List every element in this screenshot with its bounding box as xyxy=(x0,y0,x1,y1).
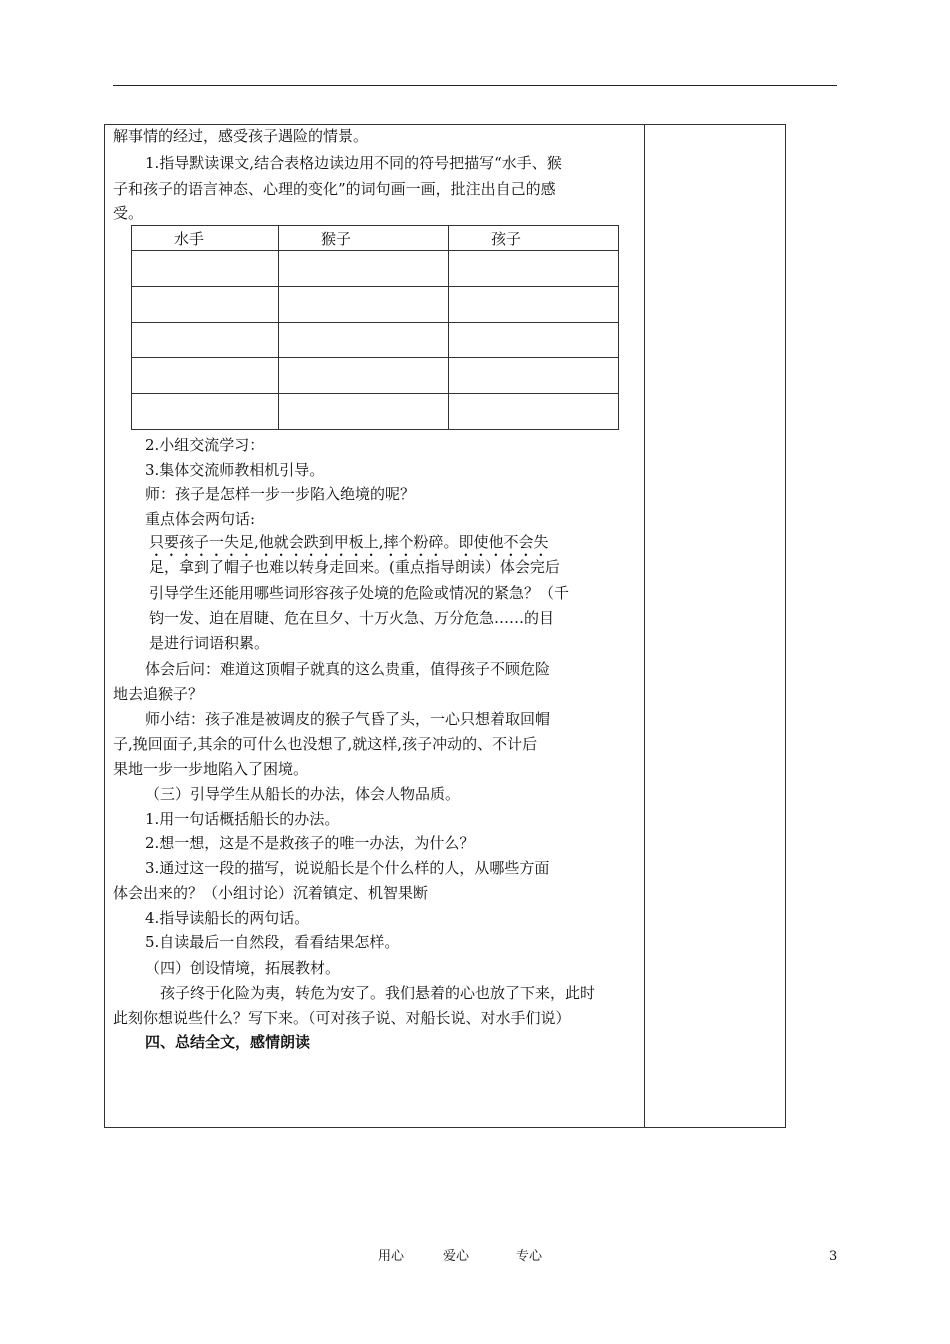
table-cell xyxy=(449,251,619,287)
section-heading: （三）引导学生从船长的办法，体会人物品质。 xyxy=(145,785,461,803)
column-divider xyxy=(644,124,645,1128)
text-line: 体会后问：难道这顶帽子就真的这么贵重，值得孩子不顾危险 xyxy=(145,660,551,678)
text-line: 2.想一想，这是不是救孩子的唯一办法，为什么？ xyxy=(145,834,475,852)
footer-motto-2: 爱心 xyxy=(443,1249,470,1264)
text-line: 重点体会两句话: xyxy=(145,510,256,528)
table-cell xyxy=(132,286,279,322)
table-cell xyxy=(279,394,449,430)
text-line: 3.通过这一段的描写，说说船长是个什么样的人，从哪些方面 xyxy=(145,859,550,877)
key-sentence-line: 只要孩子一失足,他就会跌到甲板上,摔个粉碎。即使他不会失 xyxy=(149,533,549,551)
table-cell xyxy=(132,358,279,394)
footer-motto-3: 专心 xyxy=(516,1249,543,1264)
footer-motto-1: 用心 xyxy=(378,1249,405,1264)
table-row xyxy=(132,322,619,358)
section-heading: （四）创设情境，拓展教材。 xyxy=(145,959,341,977)
text-line: 3.集体交流师教相机引导。 xyxy=(145,461,325,479)
table-header-monkey: 猴子 xyxy=(279,226,449,251)
table-cell xyxy=(449,358,619,394)
table-cell xyxy=(279,358,449,394)
table-header-child: 孩子 xyxy=(449,226,619,251)
text-line: 受。 xyxy=(113,204,144,222)
text-line: 1.用一句话概括船长的办法。 xyxy=(145,810,340,828)
text-line: 师：孩子是怎样一步一步陷入绝境的呢？ xyxy=(145,485,416,503)
text-line: 4.指导读船长的两句话。 xyxy=(145,909,310,927)
text-line: 2.小组交流学习： xyxy=(145,436,265,454)
table-cell xyxy=(449,394,619,430)
text-line: 子和孩子的语言神态、心理的变化”的词句画一画，批注出自己的感 xyxy=(113,180,556,198)
text-line: 孩子终于化险为夷，转危为安了。我们悬着的心也放了下来，此时 xyxy=(160,984,596,1002)
text-line: 师小结：孩子准是被调皮的猴子气昏了头，一心只想着取回帽 xyxy=(145,710,551,728)
table-cell xyxy=(132,251,279,287)
table-cell xyxy=(279,251,449,287)
text-line: 1.指导默读课文,结合表格边读边用不同的符号把描写“水手、猴 xyxy=(145,154,562,172)
text-line: 5.自读最后一自然段，看看结果怎样。 xyxy=(145,933,400,951)
section-heading-bold: 四、总结全文，感情朗读 xyxy=(145,1033,311,1051)
table-cell xyxy=(279,322,449,358)
key-sentence-line: 足，拿到了帽子也难以转身走回来。(重点指导朗读）体会完后 xyxy=(149,558,560,576)
text-line: 体会出来的？（小组讨论）沉着镇定、机智果断 xyxy=(113,884,429,902)
text-line: 引导学生还能用哪些词形容孩子处境的危险或情况的紧急？（千 xyxy=(149,584,570,602)
table-cell xyxy=(132,322,279,358)
text-line: 钧一发、迫在眉睫、危在旦夕、十万火急、万分危急……的目 xyxy=(149,609,555,627)
table-row xyxy=(132,251,619,287)
text-line: 地去追猴子？ xyxy=(113,685,204,703)
text-line: 果地一步一步地陷入了困境。 xyxy=(113,760,309,778)
text-line: 是进行词语积累。 xyxy=(149,634,270,652)
text-line: 此刻你想说些什么？写下来。（可对孩子说、对船长说、对水手们说） xyxy=(113,1009,571,1027)
text-line: 解事情的经过，感受孩子遇险的情景。 xyxy=(113,127,369,145)
table-cell xyxy=(279,286,449,322)
table-row xyxy=(132,358,619,394)
page-number: 3 xyxy=(829,1249,838,1264)
text-line: 子,挽回面子,其余的可什么也没想了,就这样,孩子冲动的、不计后 xyxy=(113,735,538,753)
table-cell xyxy=(132,394,279,430)
table-cell xyxy=(449,322,619,358)
table-row xyxy=(132,286,619,322)
table-cell xyxy=(449,286,619,322)
table-row xyxy=(132,394,619,430)
header-rule xyxy=(113,85,837,86)
observation-table xyxy=(131,225,619,430)
table-header-sailor: 水手 xyxy=(132,226,279,251)
